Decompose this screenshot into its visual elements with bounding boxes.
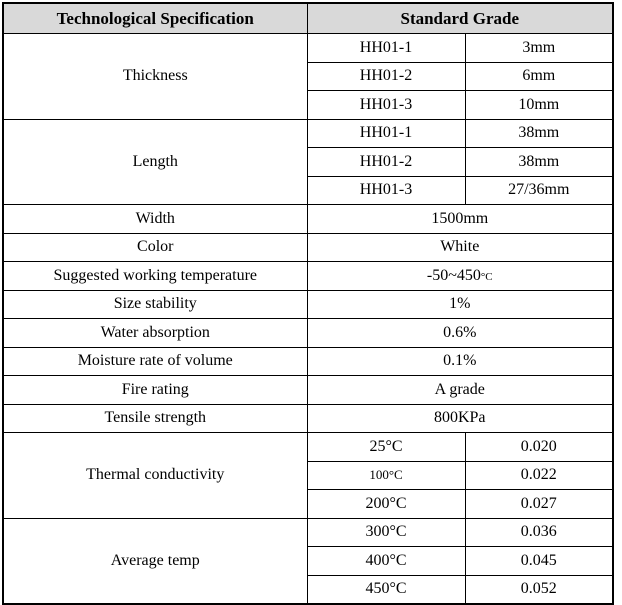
value-cell: 38mm [465,119,613,148]
table-row [3,376,613,405]
value-cell: 0.022 [465,461,613,490]
width-label-cell: Width [3,205,307,234]
value-cell: 0.052 [465,575,613,604]
value-cell: 1500mm [307,205,613,234]
grade-code-cell: HH01-2 [307,62,465,91]
temperature-range-value: -50~450 [426,266,481,284]
value-cell: 10mm [465,91,613,120]
value-cell: 0.020 [465,433,613,462]
value-cell [307,262,613,291]
spec-header-cell: Technological Specification [3,3,307,34]
length-label-cell: Length [3,119,307,205]
average-temp-label-cell: Average temp [3,518,307,604]
fire-rating-label-cell: Fire rating [3,376,307,405]
grade-code-cell: HH01-2 [307,148,465,177]
value-cell: 800KPa [307,404,613,433]
value-cell: 3mm [465,34,613,63]
value-cell: 1% [307,290,613,319]
grade-code-cell: HH01-3 [307,176,465,205]
size-stability-label-cell: Size stability [3,290,307,319]
color-label-cell: Color [3,233,307,262]
temperature-cell: 450°C [307,575,465,604]
value-cell: 27/36mm [465,176,613,205]
value-cell: 38mm [465,148,613,177]
table-row [3,319,613,348]
table-row [3,262,613,291]
temperature-cell: 200°C [307,490,465,519]
value-cell: 0.045 [465,547,613,576]
value-cell: 6mm [465,62,613,91]
table-row [3,290,613,319]
value-cell: 0.036 [465,518,613,547]
grade-header-cell: Standard Grade [307,3,613,34]
table-row [3,205,613,234]
table-row [3,233,613,262]
temperature-cell: 400°C [307,547,465,576]
temperature-unit: °C [480,270,493,283]
table-row [3,433,613,462]
thickness-label-cell: Thickness [3,34,307,120]
tensile-strength-label-cell: Tensile strength [3,404,307,433]
temperature-cell: 25°C [307,433,465,462]
working-temperature-label-cell: Suggested working temperature [3,262,307,291]
grade-code-cell: HH01-1 [307,34,465,63]
temperature-cell: 300°C [307,518,465,547]
table-row [3,119,613,148]
value-cell: White [307,233,613,262]
spec-table [2,2,614,605]
value-cell: 0.6% [307,319,613,348]
grade-code-cell: HH01-3 [307,91,465,120]
temperature-cell: 100°C [307,461,465,490]
value-cell: A grade [307,376,613,405]
value-cell: 0.1% [307,347,613,376]
value-cell: 0.027 [465,490,613,519]
table-row [3,34,613,63]
water-absorption-label-cell: Water absorption [3,319,307,348]
moisture-rate-label-cell: Moisture rate of volume [3,347,307,376]
table-row [3,404,613,433]
header-row [3,3,613,34]
table-row [3,518,613,547]
grade-code-cell: HH01-1 [307,119,465,148]
thermal-conductivity-label-cell: Thermal conductivity [3,433,307,519]
table-row [3,347,613,376]
